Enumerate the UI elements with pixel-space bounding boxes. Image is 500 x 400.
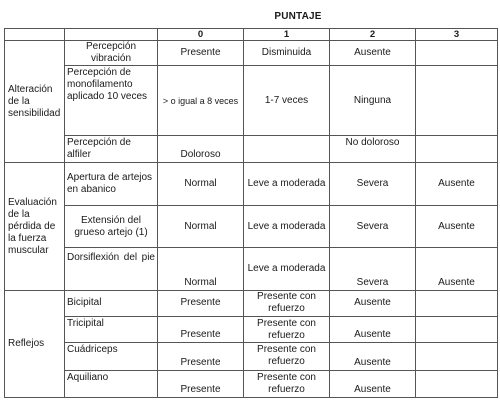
score-0-cell: Presente (158, 41, 244, 66)
category-fuerza: Evaluación de la pérdida de la fuerza muscular (5, 163, 65, 290)
score-table (4, 28, 498, 398)
score-3-cell (416, 66, 498, 136)
item-cell: Aquiliano (65, 370, 158, 397)
header-empty-cell (5, 29, 65, 41)
score-0-cell: Presente (158, 317, 244, 343)
score-2-cell: Ausente (330, 290, 416, 316)
score-2-cell: Ausente (330, 317, 416, 343)
score-2-cell: Severa (330, 205, 416, 247)
header-score-3: 3 (416, 29, 498, 41)
score-2-cell: Ausente (330, 370, 416, 397)
item-cell: Bicipital (65, 290, 158, 316)
item-cell: Apertura de artejos en abanico (65, 163, 158, 205)
score-3-cell (416, 41, 498, 66)
table-row (5, 41, 498, 66)
score-1-cell: 1-7 veces (244, 66, 330, 136)
header-score-2: 2 (330, 29, 416, 41)
score-0-cell: Normal (158, 248, 244, 290)
score-3-cell (416, 317, 498, 343)
score-3-cell (416, 136, 498, 163)
score-3-cell (416, 370, 498, 397)
table-row (5, 317, 498, 343)
item-cell: Tricipital (65, 317, 158, 343)
table-row (5, 290, 498, 316)
score-1-cell: Presente con refuerzo (244, 290, 330, 316)
score-1-cell (244, 136, 330, 163)
item-cell: Percepción de monofilamento aplicado 10 veces (65, 66, 158, 136)
score-2-cell: Severa (330, 163, 416, 205)
score-3-cell: Ausente (416, 248, 498, 290)
table-row (5, 248, 498, 290)
score-2-cell: Ninguna (330, 66, 416, 136)
header-score-1: 1 (244, 29, 330, 41)
score-1-cell: Disminuida (244, 41, 330, 66)
item-cell: Cuádriceps (65, 343, 158, 370)
score-0-cell: Presente (158, 290, 244, 316)
score-3-cell (416, 290, 498, 316)
score-2-cell: Ausente (330, 343, 416, 370)
header-score-0: 0 (158, 29, 244, 41)
score-0-cell: Presente (158, 370, 244, 397)
score-1-cell: Leve a moderada (244, 163, 330, 205)
item-cell: Extensión del grueso artejo (1) (65, 205, 158, 247)
item-cell: Percepción vibración (65, 41, 158, 66)
table-row (5, 136, 498, 163)
score-2-cell: No doloroso (330, 136, 416, 163)
table-title: PUNTAJE (274, 11, 322, 22)
header-empty-cell (65, 29, 158, 41)
score-3-cell (416, 343, 498, 370)
category-sensibilidad: Alteración de la sensibilidad (5, 41, 65, 163)
table-row (5, 343, 498, 370)
score-0-cell: > o igual a 8 veces (158, 66, 244, 136)
table-row (5, 205, 498, 247)
score-0-cell: Normal (158, 205, 244, 247)
table-row (5, 370, 498, 397)
score-3-cell: Ausente (416, 205, 498, 247)
table-row (5, 163, 498, 205)
score-1-cell: Presente con refuerzo (244, 343, 330, 370)
score-3-cell: Ausente (416, 163, 498, 205)
category-reflejos: Reflejos (5, 290, 65, 397)
score-1-cell: Presente con refuerzo (244, 317, 330, 343)
score-0-cell: Normal (158, 163, 244, 205)
score-0-cell: Presente (158, 343, 244, 370)
table-row (5, 66, 498, 136)
item-cell: Dorsiflexión del pie (65, 248, 158, 290)
score-1-cell: Leve a moderada (244, 248, 330, 290)
score-1-cell: Presente con refuerzo (244, 370, 330, 397)
score-2-cell: Severa (330, 248, 416, 290)
score-1-cell: Leve a moderada (244, 205, 330, 247)
score-0-cell: Doloroso (158, 136, 244, 163)
header-row (5, 29, 498, 41)
score-2-cell: Ausente (330, 41, 416, 66)
item-cell: Percepción de alfiler (65, 136, 158, 163)
